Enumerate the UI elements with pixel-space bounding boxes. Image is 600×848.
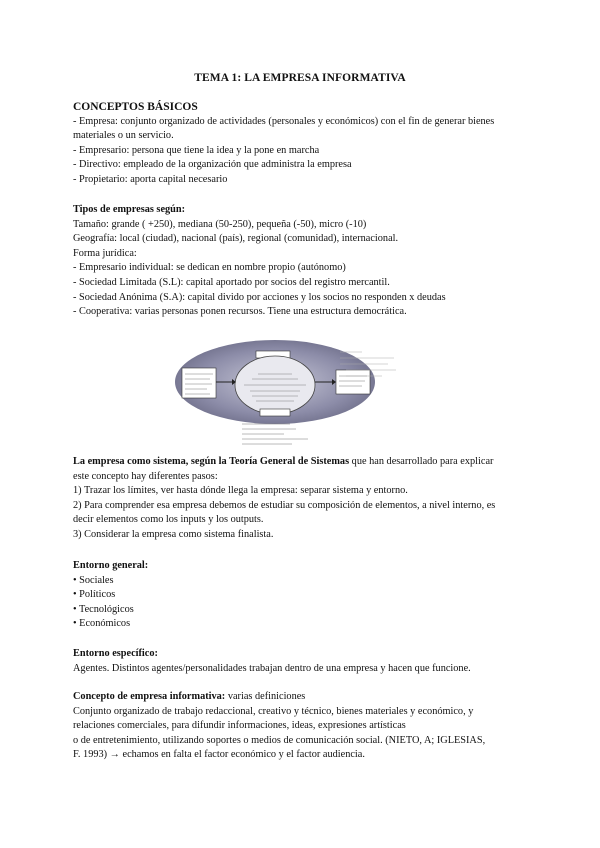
text-line: materiales o un servicio.: [73, 130, 174, 142]
section-system: [73, 455, 533, 543]
text-line: o de entretenimiento, utilizando soportes o medios de comunicación social. (NIETO, A; IGLESIAS,: [73, 734, 486, 746]
text-line: - Sociedad Anónima (S.A): capital divido por acciones y los socios no responden x deudas: [73, 291, 446, 303]
section-info-company-concept: [73, 690, 533, 763]
section-general-environment: [73, 559, 533, 632]
text-line: - Cooperativa: varias personas ponen recursos. Tiene una estructura democrática.: [73, 306, 407, 318]
text-line: Agentes. Distintos agentes/personalidades trabajan dentro de una empresa y hacen que funcione.: [73, 662, 471, 674]
text-line: relaciones comerciales, para difundir informaciones, ideas, expresiones artísticas: [73, 720, 406, 732]
section-company-types: [73, 203, 533, 320]
list-item: • Económicos: [73, 618, 131, 630]
list-item: • Tecnológicos: [73, 603, 134, 615]
text-line: decir elementos como los inputs y los outputs.: [73, 514, 264, 526]
text-line: - Sociedad Limitada (S.L): capital aportado por socios del registro mercantil.: [73, 276, 390, 288]
text-line: Concepto de empresa informativa: varias definiciones: [73, 691, 306, 702]
text-line: Forma jurídica:: [73, 247, 137, 259]
section-heading: Tipos de empresas según:: [73, 204, 186, 215]
text-line: 1) Trazar los límites, ver hasta dónde llega la empresa: separar sistema y entorno.: [73, 485, 408, 497]
page-title: TEMA 1: LA EMPRESA INFORMATIVA: [194, 72, 406, 84]
text-line: 2) Para comprender esa empresa debemos de estudiar su composición de elementos, a nivel interno, es: [73, 499, 496, 511]
text-line: La empresa como sistema, según la Teoría General de Sistemas que han desarrollado para explicar: [73, 456, 494, 467]
bottom-label-box: [260, 409, 290, 416]
text-line: - Propietario: aporta capital necesario: [73, 173, 228, 185]
section-heading: Entorno específico:: [73, 648, 158, 659]
text-line: F. 1993) → echamos en falta el factor económico y el factor audiencia.: [73, 749, 365, 761]
section-heading: Entorno general:: [73, 560, 149, 571]
text-line: - Empresario: persona que tiene la idea y la pone en marcha: [73, 144, 320, 156]
text-line: Tamaño: grande ( +250), mediana (50-250), pequeña (-50), micro (-10): [73, 218, 367, 230]
text-line: - Empresa: conjunto organizado de actividades (personales y económicos) con el fin de generar bienes: [73, 115, 495, 127]
list-item: • Sociales: [73, 574, 114, 586]
section-heading: CONCEPTOS BÁSICOS: [73, 101, 198, 113]
section-specific-environment: [73, 647, 533, 676]
section-heading: Concepto de empresa informativa:: [73, 691, 226, 702]
list-item: • Políticos: [73, 589, 116, 601]
system-diagram-figure: [172, 338, 422, 448]
text-line: - Empresario individual: se dedican en nombre propio (autónomo): [73, 262, 346, 274]
bottom-notes: [242, 424, 308, 444]
text-line: este concepto hay diferentes pasos:: [73, 470, 218, 482]
text-line: Geografía: local (ciudad), nacional (país), regional (comunidad), internacional.: [73, 233, 399, 245]
text-line: - Directivo: empleado de la organización que administra la empresa: [73, 159, 352, 171]
outputs-box: [336, 370, 370, 394]
text-line: Conjunto organizado de trabajo redaccional, creativo y técnico, bienes materiales y económico, y: [73, 705, 474, 717]
section-heading: La empresa como sistema, según la Teoría General de Sistemas: [73, 456, 350, 467]
section-basic-concepts: [73, 100, 533, 188]
inputs-box: [182, 368, 216, 398]
text-line: 3) Considerar la empresa como sistema finalista.: [73, 528, 274, 540]
